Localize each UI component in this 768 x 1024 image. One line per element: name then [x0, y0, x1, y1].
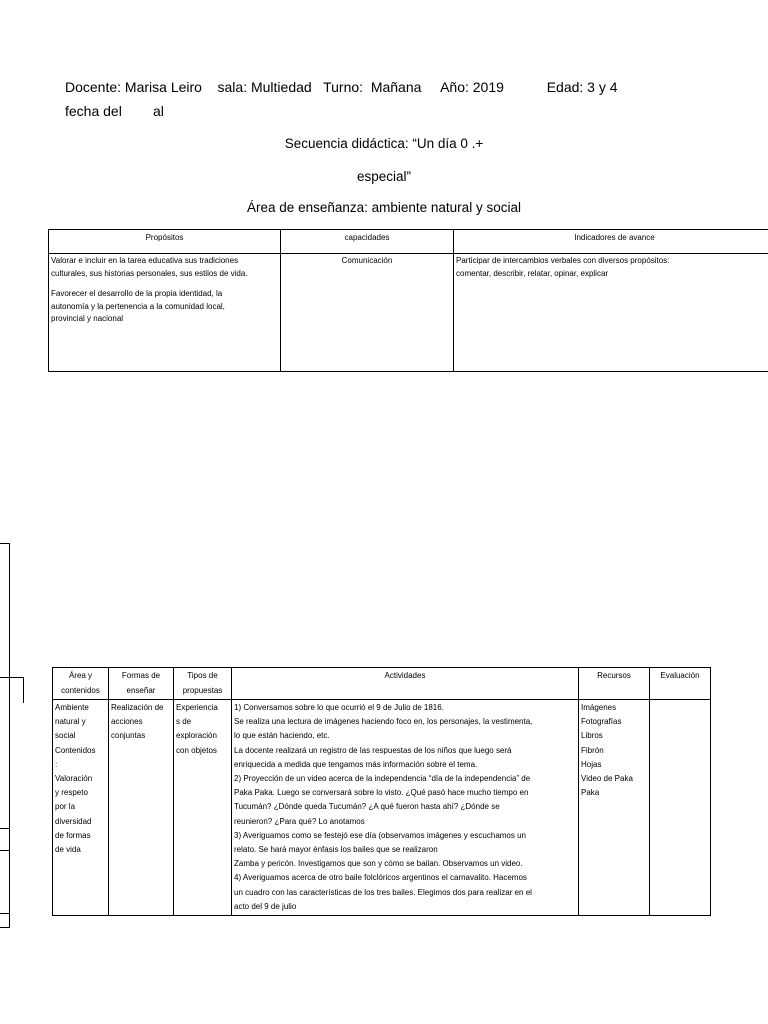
text-line: Formas de: [121, 671, 161, 680]
text-line: por la: [55, 802, 76, 812]
header-propositos: Propósitos: [49, 230, 281, 254]
purposes-table: [48, 229, 768, 372]
activities-table: [52, 667, 711, 916]
text-line: autonomía y la pertenencia a la comunidad local,: [51, 301, 225, 311]
area-title: Área de enseñanza: ambiente natural y social: [247, 200, 521, 215]
sequence-title-cont: especial”: [356, 169, 412, 184]
margin-line: [0, 927, 10, 928]
text-line: 1) Conversamos sobre lo que ocurrió el 9 de Julio de 1816.: [234, 703, 444, 712]
text-line: exploración: [176, 731, 217, 741]
text-line: provincial y nacional: [51, 314, 124, 323]
text-line: de formas: [55, 830, 91, 840]
margin-line: [0, 677, 24, 678]
text-line: Hojas: [581, 759, 602, 769]
table-header-row: [53, 668, 711, 700]
text-line: culturales, sus historias personales, sus estilos de vida.: [51, 268, 248, 278]
text-line: propuestas: [182, 685, 223, 695]
text-line: s de: [176, 717, 192, 727]
text-line: Video de Paka: [581, 774, 633, 784]
text-line: un cuadro con las características de los tres bailes. Elegimos dos para realizar en el: [234, 887, 532, 897]
text-line: Tipos de: [187, 671, 218, 680]
text-line: social: [55, 731, 76, 741]
recursos-cell: [579, 700, 650, 916]
text-line: con objetos: [176, 745, 217, 755]
tipos-cell: [174, 700, 232, 916]
text-line: Realización de: [111, 703, 164, 712]
text-line: Fibrón: [581, 745, 604, 755]
header-formas: [109, 668, 174, 700]
text-line: diversidad: [55, 816, 92, 826]
actividades-cell: [232, 700, 579, 916]
text-line: Fotografías: [581, 717, 622, 727]
text-line: Área y: [68, 671, 93, 680]
text-line: de vida: [55, 845, 81, 855]
margin-line: [0, 543, 10, 544]
text-line: 2) Proyección de un video acerca de la independencia “día de la independencia” de: [234, 774, 531, 784]
text-line: Contenidos: [55, 745, 96, 755]
capacidades-cell: Comunicación: [281, 254, 454, 372]
text-line: :: [55, 759, 58, 769]
sequence-title: Secuencia didáctica: “Un día 0 .+: [284, 136, 484, 151]
text-line: Participar de intercambios verbales con diversos propósitos:: [456, 256, 670, 265]
formas-cell: [109, 700, 174, 916]
text-line: acto del 9 de julio: [234, 901, 297, 911]
text-line: relato. Se hará mayor énfasis los bailes que se realizaron: [234, 845, 438, 855]
text-line: Paka Paka. Luego se conversará sobre lo visto. ¿Qué pasó hace mucho tiempo en: [234, 788, 529, 798]
text-line: 3) Averiguamos como se festejó ese día (observamos imágenes y escuchamos un: [234, 830, 526, 840]
header-line-1: Docente: Marisa Leiro sala: Multiedad Turno: Mañana Año: 2019 Edad: 3 y 4: [65, 79, 618, 95]
text-line: contenidos: [61, 685, 100, 695]
margin-line: [0, 850, 10, 851]
header-recursos: Recursos: [579, 668, 650, 700]
header-tipos: [174, 668, 232, 700]
header-line-2: fecha del al: [65, 103, 164, 119]
area-cell: [53, 700, 109, 916]
text-line: reunieron? ¿Para qué? Lo anotamos: [234, 816, 365, 826]
text-line: Tucumán? ¿Dónde queda Tucumán? ¿A qué fueron hasta ahí? ¿Dónde se: [234, 802, 500, 812]
margin-line: [23, 677, 24, 703]
text-line: Valoración: [55, 774, 93, 784]
text-line: comentar, describir, relatar, opinar, explicar: [456, 268, 609, 278]
text-line: Libros: [581, 731, 603, 741]
evaluacion-cell: [650, 700, 711, 916]
text-line: Ambiente: [55, 703, 89, 712]
text-line: conjuntas: [111, 731, 146, 741]
header-indicadores: Indicadores de avance: [454, 230, 768, 254]
propositos-cell: [49, 254, 281, 372]
text-line: La docente realizará un registro de las respuestas de los niños que luego será: [234, 745, 512, 755]
text-line: Zamba y pericón. Investigamos que son y cómo se bailan. Observamos un video.: [234, 859, 523, 869]
text-line: acciones: [111, 717, 143, 727]
text-line: lo que están haciendo, etc.: [234, 731, 330, 741]
text-line: y respeto: [55, 788, 88, 798]
proposito-paragraph: [51, 255, 278, 280]
text-line: enseñar: [126, 685, 156, 695]
text-line: Imágenes: [581, 703, 617, 712]
margin-line: [0, 913, 10, 914]
header-actividades: Actividades: [232, 668, 579, 700]
table-row: [53, 700, 711, 916]
proposito-paragraph: [51, 288, 278, 326]
text-line: Se realiza una lectura de imágenes haciendo foco en, los personajes, la vestimenta,: [234, 717, 533, 727]
text-line: natural y: [55, 717, 86, 727]
header-evaluacion: Evaluación: [650, 668, 711, 700]
text-line: enriquecida a medida que tengamos más información sobre el tema.: [234, 759, 478, 769]
text-line: Favorecer el desarrollo de la propia identidad, la: [51, 289, 223, 298]
margin-line: [0, 828, 10, 829]
margin-line: [9, 543, 10, 928]
table-row: [49, 254, 768, 372]
text-line: 4) Averiguamos acerca de otro baile folclóricos argentinos el carnavalito. Hacemos: [234, 873, 527, 883]
header-area: [53, 668, 109, 700]
text-line: Valorar e incluir en la tarea educativa sus tradiciones: [51, 256, 239, 265]
text-line: Experiencia: [176, 703, 218, 712]
text-line: Paka: [581, 788, 600, 798]
header-capacidades: capacidades: [281, 230, 454, 254]
table-header-row: [49, 230, 768, 254]
indicadores-cell: [454, 254, 768, 372]
